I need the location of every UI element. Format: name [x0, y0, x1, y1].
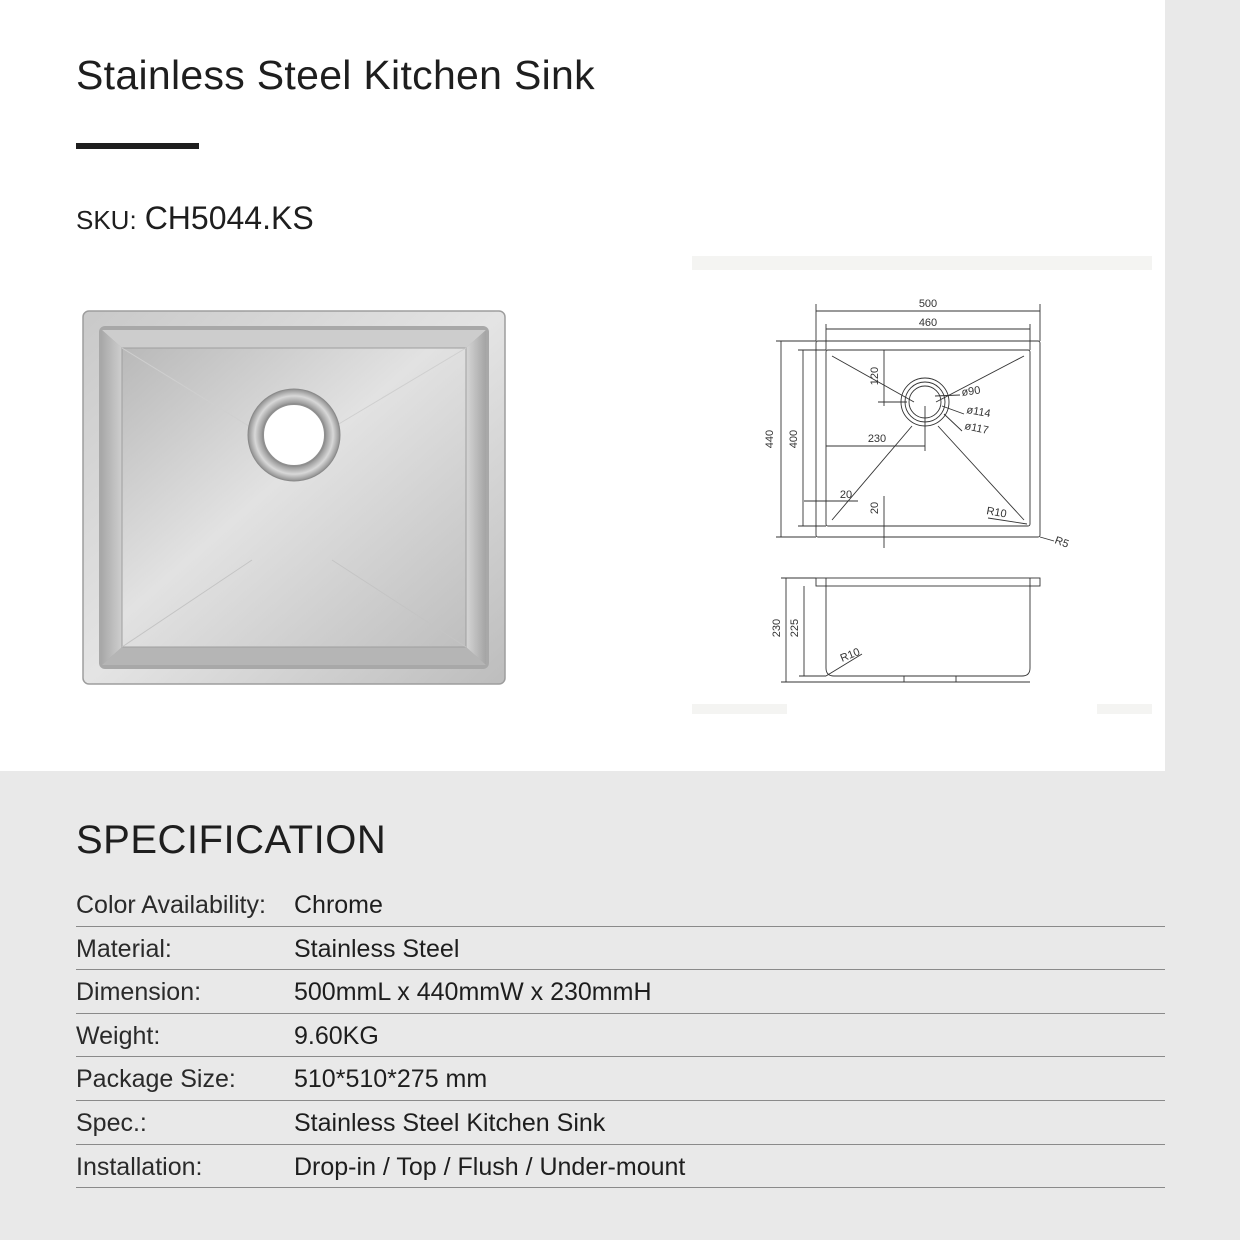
- dim-inner-depth: 400: [788, 429, 800, 449]
- dim-drain-left: 230: [867, 433, 887, 445]
- technical-drawing: [692, 256, 1152, 714]
- specification-table: [76, 883, 1165, 1188]
- spec-label: Spec.:: [76, 1108, 147, 1137]
- spec-row-weight: [76, 1014, 1165, 1058]
- spec-value: 500mmL x 440mmW x 230mmH: [294, 978, 652, 1007]
- spec-label: Package Size:: [76, 1065, 236, 1094]
- sku-line: [76, 200, 314, 237]
- dim-rim-bottom: 20: [869, 501, 881, 515]
- spec-label: Weight:: [76, 1021, 161, 1050]
- spec-row-material: [76, 927, 1165, 971]
- spec-value: Chrome: [294, 891, 383, 919]
- sku-label: SKU:: [76, 205, 137, 235]
- sku-value: CH5044.KS: [144, 200, 314, 236]
- product-title: Stainless Steel Kitchen Sink: [76, 52, 595, 98]
- spec-value: 9.60KG: [294, 1021, 379, 1050]
- spec-value: Stainless Steel: [294, 934, 460, 963]
- spec-label: Installation:: [76, 1152, 203, 1181]
- dim-rim-left: 20: [839, 489, 853, 501]
- spec-row-installation: [76, 1145, 1165, 1189]
- dim-corner-r10: R10: [985, 505, 1008, 521]
- dim-height-outer: 230: [771, 618, 783, 638]
- sink-photo: [82, 310, 506, 685]
- specification-title: SPECIFICATION: [76, 818, 387, 862]
- dim-drain-d1: ø90: [960, 384, 982, 399]
- dim-corner-r5: R5: [1052, 534, 1071, 551]
- dim-outer-width: 500: [918, 298, 938, 310]
- spec-label: Material:: [76, 934, 172, 963]
- title-divider: [76, 143, 199, 149]
- spec-row-dimension: [76, 970, 1165, 1014]
- dim-inner-width: 460: [918, 317, 938, 329]
- spec-value: Drop-in / Top / Flush / Under-mount: [294, 1152, 686, 1181]
- spec-row-package-size: [76, 1057, 1165, 1101]
- dim-outer-depth: 440: [764, 429, 776, 449]
- dim-drain-top: 120: [869, 366, 881, 386]
- dim-side-radius: R10: [838, 646, 862, 665]
- dim-drain-d3: ø117: [963, 420, 990, 437]
- spec-value: 510*510*275 mm: [294, 1065, 488, 1094]
- spec-value: Stainless Steel Kitchen Sink: [294, 1108, 606, 1137]
- spec-label: Color Availability:: [76, 891, 266, 919]
- dim-height-inner: 225: [789, 618, 801, 638]
- spec-row-color: [76, 883, 1165, 927]
- spec-row-spec: [76, 1101, 1165, 1145]
- dim-drain-d2: ø114: [965, 404, 992, 421]
- spec-label: Dimension:: [76, 978, 202, 1007]
